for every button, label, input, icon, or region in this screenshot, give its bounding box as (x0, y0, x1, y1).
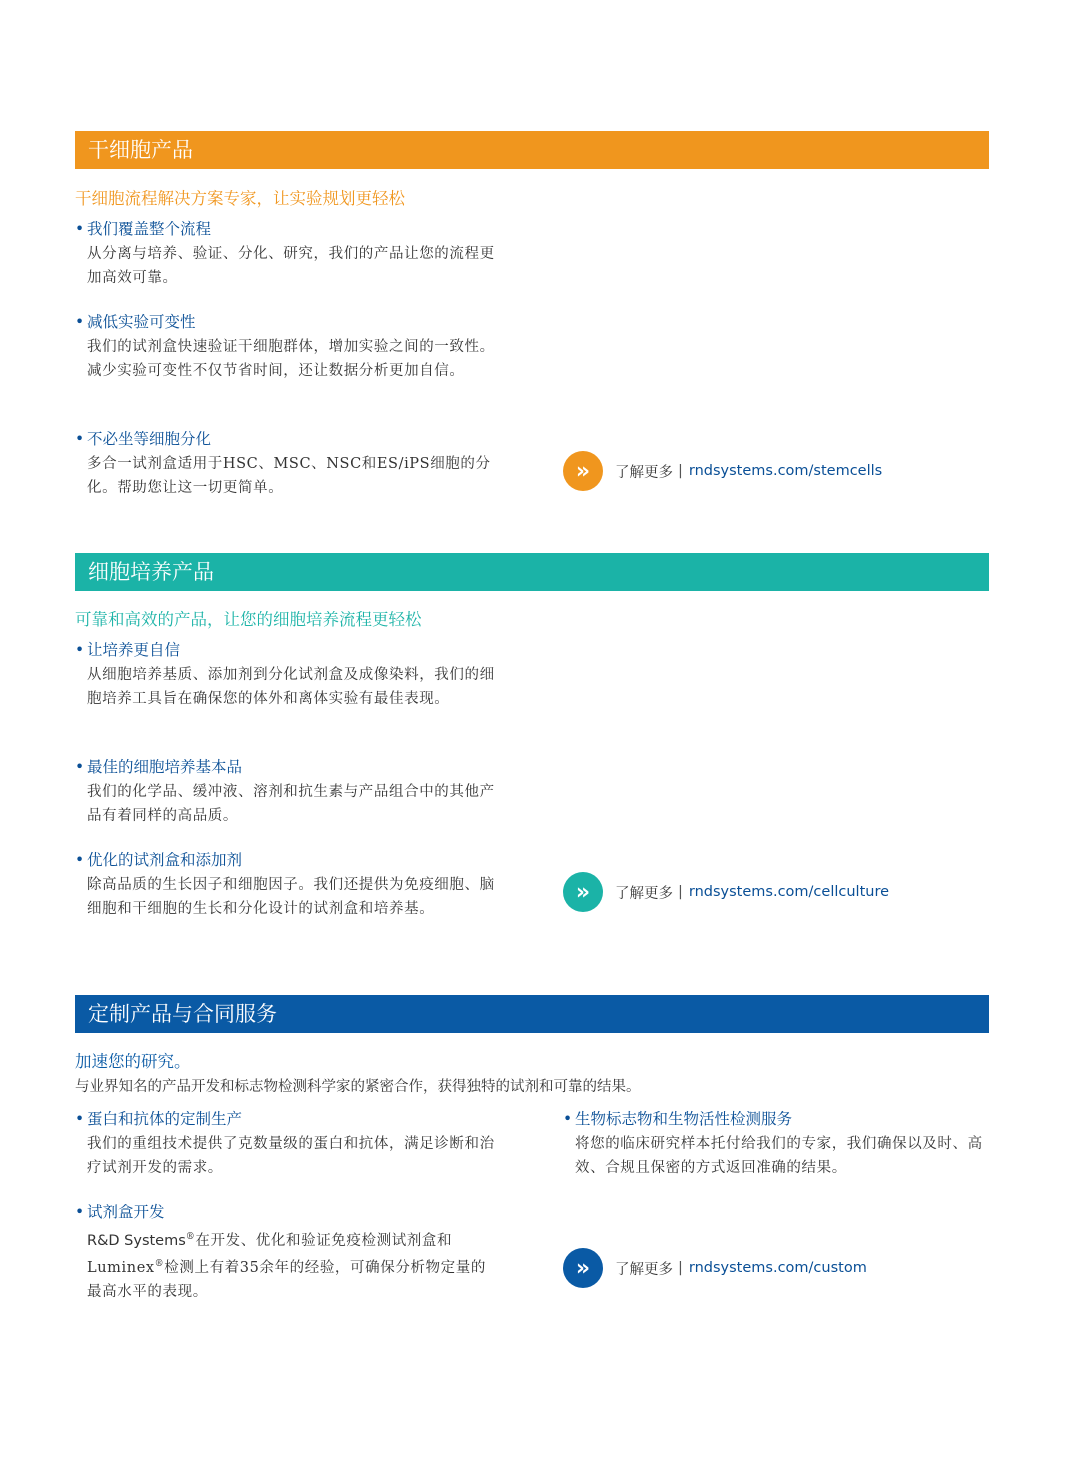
registered-mark: ® (154, 1259, 165, 1270)
section-intro-custom: 与业界知名的产品开发和标志物检测科学家的紧密合作，获得独特的试剂和可靠的结果。 (75, 1079, 641, 1095)
feature-item (75, 217, 495, 290)
bullet: • (75, 313, 85, 331)
separator: | (678, 463, 683, 479)
double-chevron-right-icon[interactable]: » (563, 872, 603, 912)
separator: | (678, 1260, 683, 1276)
bullet: • (75, 851, 85, 869)
learn-more-link[interactable]: rndsystems.com/cellculture (688, 884, 890, 900)
feature-body: 多合一试剂盒适用于HSC、MSC、NSC和ES/iPS细胞的分化。帮助您让这一切更简单。 (87, 456, 491, 496)
feature-item (75, 638, 495, 711)
feature-title: 试剂盒开发 (87, 1203, 165, 1221)
section-title-custom: 定制产品与合同服务 (75, 995, 989, 1033)
feature-title: 优化的试剂盒和添加剂 (87, 851, 243, 869)
section-tagline-custom: 加速您的研究。 (75, 1052, 191, 1071)
learn-more-label: 了解更多 (615, 885, 673, 902)
learn-more-label: 了解更多 (615, 1261, 673, 1278)
feature-body: 我们的重组技术提供了克数量级的蛋白和抗体，满足诊断和治疗试剂开发的需求。 (87, 1136, 495, 1176)
section-title-cell-culture: 细胞培养产品 (75, 553, 989, 591)
brand-name: R&D Systems (87, 1232, 186, 1249)
bullet: • (75, 220, 85, 238)
feature-body: 从分离与培养、验证、分化、研究，我们的产品让您的流程更加高效可靠。 (87, 246, 495, 286)
feature-body: 从细胞培养基质、添加剂到分化试剂盒及成像染料，我们的细胞培养工具旨在确保您的体外和离体实验有最佳表现。 (87, 667, 495, 707)
feature-item (75, 427, 495, 500)
separator: | (678, 884, 683, 900)
feature-item (75, 755, 495, 828)
learn-more-link[interactable]: rndsystems.com/custom (688, 1260, 867, 1276)
feature-title: 蛋白和抗体的定制生产 (87, 1110, 243, 1128)
learn-more-link[interactable]: rndsystems.com/stemcells (688, 463, 883, 479)
feature-title: 不必坐等细胞分化 (87, 430, 212, 448)
feature-item (563, 1107, 983, 1180)
section-tagline-stem-cells: 干细胞流程解决方案专家，让实验规划更轻松 (75, 189, 405, 208)
feature-title: 减低实验可变性 (87, 313, 196, 331)
feature-body-text: 在开发、优化和验证免疫检测试剂盒和Luminex (87, 1232, 453, 1277)
feature-body: 将您的临床研究样本托付给我们的专家，我们确保以及时、高效、合规且保密的方式返回准确的结果。 (575, 1136, 983, 1176)
bullet: • (75, 1203, 85, 1221)
feature-title: 我们覆盖整个流程 (87, 220, 212, 238)
feature-item (75, 848, 495, 921)
registered-mark: ® (185, 1232, 196, 1242)
learn-more-stem-cells[interactable] (563, 451, 882, 491)
bullet: • (563, 1110, 573, 1128)
feature-title: 生物标志物和生物活性检测服务 (575, 1110, 793, 1128)
feature-title: 让培养更自信 (87, 641, 181, 659)
section-title-stem-cells: 干细胞产品 (75, 131, 989, 169)
feature-item (75, 1200, 495, 1304)
feature-title: 最佳的细胞培养基本品 (87, 758, 243, 776)
feature-body: 我们的试剂盒快速验证干细胞群体，增加实验之间的一致性。减少实验可变性不仅节省时间，还让数据分析更加自信。 (87, 339, 495, 379)
feature-body: 我们的化学品、缓冲液、溶剂和抗生素与产品组合中的其他产品有着同样的高品质。 (87, 784, 495, 824)
feature-body-text: 检测上有着35余年的经验，可确保分析物定量的最高水平的表现。 (87, 1260, 486, 1300)
bullet: • (75, 430, 85, 448)
learn-more-label: 了解更多 (615, 464, 673, 481)
feature-body: 除高品质的生长因子和细胞因子。我们还提供为免疫细胞、脑细胞和干细胞的生长和分化设计的试剂盒和培养基。 (87, 877, 495, 917)
feature-item (75, 1107, 495, 1180)
feature-body (87, 1226, 495, 1304)
learn-more-custom[interactable] (563, 1248, 867, 1288)
feature-item (75, 310, 495, 383)
bullet: • (75, 641, 85, 659)
learn-more-cell-culture[interactable] (563, 872, 889, 912)
bullet: • (75, 1110, 85, 1128)
bullet: • (75, 758, 85, 776)
double-chevron-right-icon[interactable]: » (563, 451, 603, 491)
double-chevron-right-icon[interactable]: » (563, 1248, 603, 1288)
section-tagline-cell-culture: 可靠和高效的产品，让您的细胞培养流程更轻松 (75, 610, 422, 629)
